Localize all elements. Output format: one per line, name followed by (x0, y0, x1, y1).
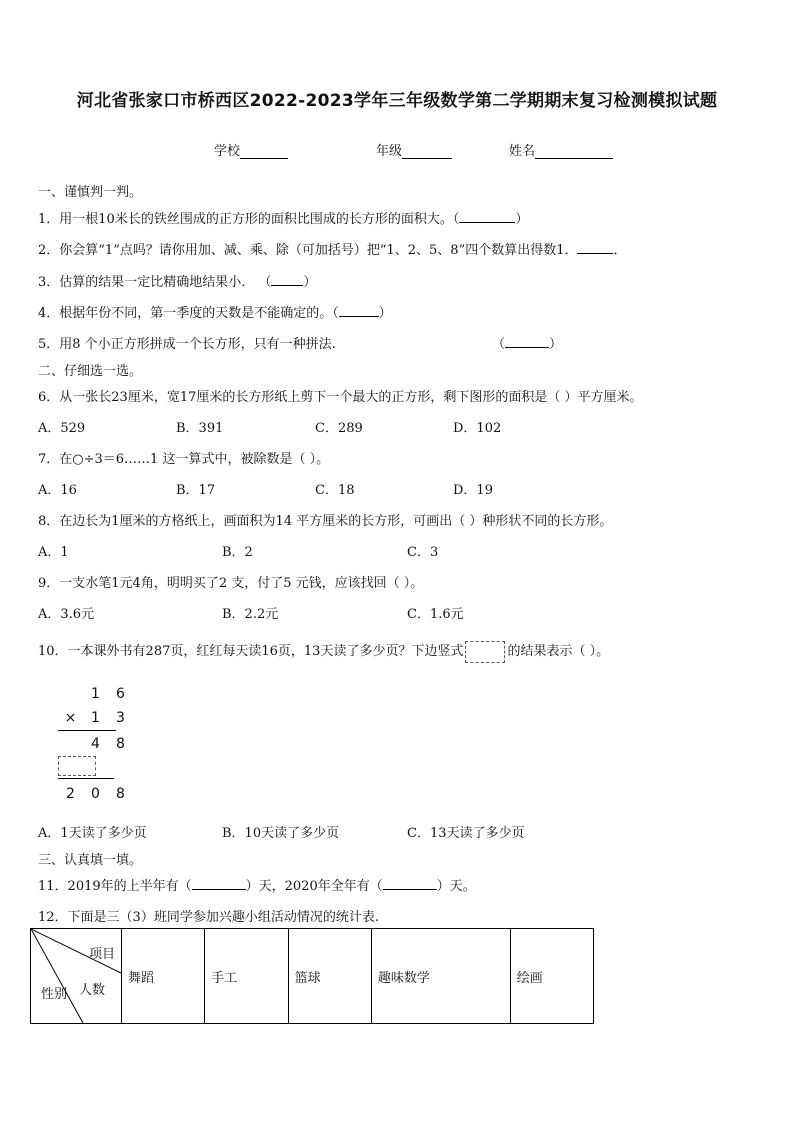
calc-operator: × (64, 710, 77, 726)
question-10-text-b: 的结果表示（ ）。 (507, 644, 610, 659)
grade-field[interactable] (376, 140, 452, 159)
calc-digit: 4 (91, 736, 100, 752)
q6-option-a[interactable]: A．529 (38, 421, 86, 436)
q7-option-b[interactable]: B．17 (176, 483, 216, 498)
q6-option-c[interactable]: C．289 (315, 421, 363, 436)
q8-option-b[interactable]: B．2 (222, 545, 253, 560)
q10-option-a[interactable]: A．1天读了多少页 (38, 826, 147, 841)
q6-option-b[interactable]: B．391 (176, 421, 224, 436)
question-3 (38, 271, 316, 290)
name-field[interactable] (509, 140, 613, 159)
name-label: 姓名 (509, 144, 536, 159)
q7-option-c[interactable]: C．18 (315, 483, 355, 498)
question-1-close: ） (515, 212, 529, 227)
question-2-end: ． (613, 243, 627, 258)
diag-label-item: 项目 (88, 947, 115, 962)
table-header-cell: 舞蹈 (122, 929, 205, 1024)
q6-option-d[interactable]: D．102 (453, 421, 502, 436)
q9-option-b[interactable]: B．2.2元 (222, 607, 279, 622)
question-9: 9．一支水笔1元4角，明明买了2 支，付了5 元钱，应该找回（ ）。 (38, 576, 424, 591)
question-3-text: 3．估算的结果一定比精确地结果小． （ (38, 275, 272, 290)
page-title: 河北省张家口市桥西区2022-2023学年三年级数学第二学期期末复习检测模拟试题 (76, 91, 718, 111)
table-header-cell: 趣味数学 (371, 929, 510, 1024)
grade-blank[interactable] (402, 144, 452, 159)
school-blank[interactable] (240, 144, 288, 159)
answer-blank-5[interactable] (505, 335, 549, 348)
question-11-mid: ）天，2020年全年有（ (245, 879, 383, 894)
calc-digit (58, 686, 83, 702)
section-heading-2: 二、仔细选一选。 (38, 364, 143, 379)
q8-option-a[interactable]: A．1 (38, 545, 69, 560)
diagonal-header-cell (31, 929, 122, 1024)
answer-blank-11a[interactable] (192, 877, 246, 890)
question-4-close: ） (378, 306, 392, 321)
question-2 (38, 239, 627, 258)
question-7: 7．在○÷3＝6……1 这一算式中，被除数是（ ）。 (38, 452, 330, 467)
diag-label-count: 人数 (78, 983, 105, 998)
calc-digit: 8 (116, 786, 125, 802)
question-5 (38, 333, 336, 352)
question-4 (38, 302, 392, 321)
vertical-calculation (58, 686, 128, 806)
stats-table (30, 928, 594, 1024)
grade-label: 年级 (376, 144, 403, 159)
question-5-text: 5．用8 个小正方形拼成一个长方形，只有一种拼法. (38, 337, 336, 352)
question-5-answer (492, 333, 562, 352)
section-heading-1: 一、谨慎判一判。 (38, 185, 143, 200)
q8-option-c[interactable]: C．3 (407, 545, 439, 560)
calc-digit (58, 736, 83, 752)
question-2-text: 2．你会算“1”点吗？请你用加、减、乘、除（可加括号）把“1、2、5、8”四个数算出得数1． (38, 243, 578, 258)
calc-digit: 8 (116, 736, 125, 752)
dashed-box-answer (58, 756, 96, 776)
question-1-text: 1．用一根10米长的铁丝围成的正方形的面积比围成的长方形的面积大。（ (38, 212, 460, 227)
calc-row-2 (58, 710, 133, 726)
calc-line-2 (58, 778, 114, 779)
school-label: 学校 (214, 144, 241, 159)
question-5-open: （ (492, 337, 506, 352)
calc-digit: 2 (66, 786, 75, 802)
question-10 (38, 640, 609, 663)
question-6: 6．从一张长23厘米，宽17厘米的长方形纸上剪下一个最大的正方形，剩下图形的面积是（ ）平方厘米。 (38, 390, 643, 405)
table-header-cell: 篮球 (288, 929, 371, 1024)
calc-row-3 (58, 736, 133, 752)
question-11 (38, 875, 476, 894)
answer-blank-3[interactable] (271, 273, 303, 286)
name-blank[interactable] (535, 144, 613, 159)
answer-blank-11b[interactable] (383, 877, 437, 890)
calc-row-1 (58, 686, 133, 702)
q9-option-a[interactable]: A．3.6元 (38, 607, 95, 622)
question-11-text: 11．2019年的上半年有（ (38, 879, 192, 894)
question-8: 8．在边长为1厘米的方格纸上，画面积为14 平方厘米的长方形，可画出（ ）种形状不同的长方形。 (38, 514, 613, 529)
calc-digit: 1 (91, 710, 100, 726)
table-header-cell: 绘画 (510, 929, 593, 1024)
question-4-text: 4．根据年份不同，第一季度的天数是不能确定的。（ (38, 306, 339, 321)
question-11-end: ）天。 (436, 879, 476, 894)
calc-digit: 3 (116, 710, 125, 726)
calc-row-5 (58, 786, 133, 802)
calc-digit: 1 (91, 686, 100, 702)
calc-digit: 6 (116, 686, 125, 702)
answer-blank-1[interactable] (459, 210, 515, 223)
question-5-close: ） (549, 337, 563, 352)
calc-line-1 (58, 730, 116, 731)
question-12: 12．下面是三（3）班同学参加兴趣小组活动情况的统计表. (38, 910, 379, 925)
question-3-close: ） (303, 275, 317, 290)
answer-blank-2[interactable] (577, 241, 613, 254)
question-1 (38, 208, 528, 227)
diag-label-gender: 性别 (41, 987, 68, 1002)
answer-blank-4[interactable] (339, 304, 379, 317)
table-row (31, 929, 594, 1024)
table-header-cell: 手工 (205, 929, 288, 1024)
school-field[interactable] (214, 140, 288, 159)
q9-option-c[interactable]: C．1.6元 (407, 607, 464, 622)
section-heading-3: 三、认真填一填。 (38, 853, 143, 868)
question-10-text-a: 10．一本课外书有287页，红红每天读16页，13天读了多少页？下边竖式 (38, 644, 464, 659)
dashed-box-icon (465, 641, 505, 663)
q7-option-a[interactable]: A．16 (38, 483, 77, 498)
calc-digit: 0 (91, 786, 100, 802)
q7-option-d[interactable]: D．19 (453, 483, 493, 498)
q10-option-c[interactable]: C．13天读了多少页 (407, 826, 525, 841)
q10-option-b[interactable]: B．10天读了多少页 (222, 826, 340, 841)
